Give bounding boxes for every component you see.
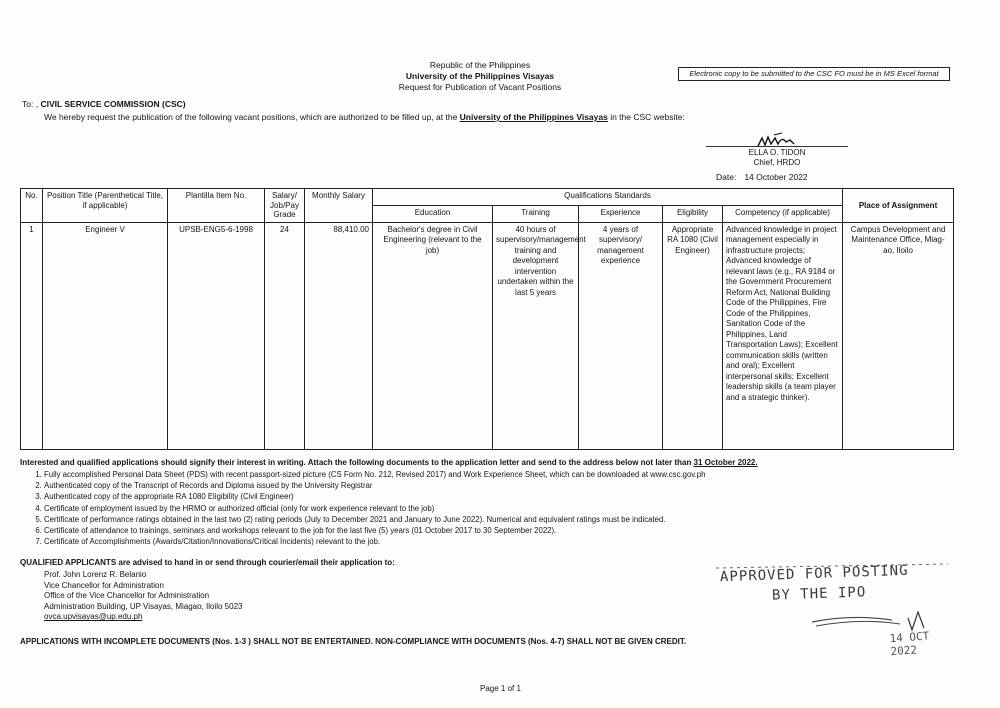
interested-statement [20, 458, 960, 468]
stamp-date: 14 OCT 2022 [889, 629, 930, 659]
date-line [716, 172, 808, 182]
list-item: 5. Certificate of performance ratings obtained in the last two (2) rating periods (July to December 2021 and January to June 2022). Numerical and equivalent ratings must be indicated. [44, 514, 964, 525]
cell-salary-grade: 24 [265, 222, 305, 449]
cell-plantilla: UPSB-ENG5-6-1998 [168, 222, 265, 449]
address-name: Prof. John Lorenz R. Belanio [44, 570, 147, 579]
header-position: Position Title (Parenthetical Title, if applicable) [43, 189, 168, 223]
request-text-post: in the CSC website: [607, 112, 685, 122]
header-competency: Competency (if applicable) [723, 205, 843, 222]
stamp-line-1: APPROVED FOR POSTING [719, 562, 909, 586]
document-header [330, 60, 630, 93]
address-email-link[interactable]: ovca.upvisayas@up.edu.ph [44, 612, 143, 622]
page-number: Page 1 of 1 [480, 684, 521, 693]
header-salary-grade: Salary/ Job/Pay Grade [265, 189, 305, 223]
table-header-row [21, 189, 954, 206]
to-label: To: [22, 99, 34, 109]
header-plantilla: Plantilla Item No. [168, 189, 265, 223]
date-label: Date: [716, 172, 737, 182]
header-place: Place of Assignment [843, 189, 954, 223]
address-building: Administration Building, UP Visayas, Miagao, Iloilo 5023 [44, 601, 243, 611]
vacant-positions-table [20, 188, 954, 450]
header-training: Training [493, 205, 579, 222]
request-university: University of the Philippines Visayas [459, 112, 608, 122]
header-experience: Experience [579, 205, 663, 222]
electronic-copy-note: Electronic copy to be submitted to the CSC FO must be in MS Excel format [678, 67, 950, 81]
header-qualifications: Qualifications Standards [373, 189, 843, 206]
university-name: University of the Philippines Visayas [405, 71, 555, 81]
header-monthly-salary: Monthly Salary [305, 189, 373, 223]
incomplete-documents-warning: APPLICATIONS WITH INCOMPLETE DOCUMENTS (Nos. 1-3 ) SHALL NOT BE ENTERTAINED. NON-COMPLIANCE WITH DOCUMENTS (Nos. 4-7) SHALL NOT BE GIVEN CREDIT. [20, 637, 687, 646]
date-value: 14 October 2022 [744, 172, 808, 182]
recipient-line: To: , CIVIL SERVICE COMMISSION (CSC) [22, 99, 186, 109]
signature-line [706, 146, 848, 147]
list-item: 4. Certificate of employment issued by the HRMO or authorized official (only for work experience relevant to the job) [44, 503, 964, 514]
list-item: 1. Fully accomplished Personal Data Sheet (PDS) with recent passport-sized picture (CS Form No. 212, Revised 2017) and Work Experience Sheet, which can be downloaded at www.csc.gov.ph [44, 469, 964, 480]
recipient-name: CIVIL SERVICE COMMISSION (CSC) [40, 99, 186, 109]
signatory-block [706, 148, 848, 168]
list-item: 2. Authenticated copy of the Transcript of Records and Diploma issued by the University Registrar [44, 480, 964, 491]
address-office: Office of the Vice Chancellor for Administration [44, 591, 210, 601]
deadline-date: 31 October 2022. [693, 458, 758, 467]
list-item: 3. Authenticated copy of the appropriate RA 1080 Eligibility (Civil Engineer) [44, 491, 964, 502]
signatory-title: Chief, HRDO [753, 158, 801, 167]
document-subtitle: Request for Publication of Vacant Positions [398, 82, 562, 92]
header-no: No. [21, 189, 43, 223]
country-line: Republic of the Philippines [429, 60, 531, 70]
header-education: Education [373, 205, 493, 222]
list-item: 6. Certificate of attendance to trainings, seminars and workshops relevant to the job for the last five (5) years (01 October 2017 to 30 September 2022). [44, 525, 964, 536]
cell-competency: Advanced knowledge in project management especially in infrastructure projects; Advanced knowledge of relevant laws (e.g., RA 9184 or the Government Procurement Reform Act, National Building Code of the Philippines, Fire Code of the Philippines, Sanitation Code of the Philippines, Land Transportation Laws); Excellent communication skills (written and oral); Excellent interpersonal skills; Excellent leadership skills (a team player and a strategic thinker). [723, 222, 843, 449]
cell-eligibility: Appropriate RA 1080 (Civil Engineer) [663, 222, 723, 449]
header-eligibility: Eligibility [663, 205, 723, 222]
request-text-pre: We hereby request the publication of the following vacant positions, which are authorized to be filled up, at the [44, 112, 460, 122]
mailing-address [44, 570, 242, 623]
table-row [21, 222, 954, 449]
stamp-line-2: BY THE IPO [771, 584, 867, 604]
cell-experience: 4 years of supervisory/ management experience [579, 222, 663, 449]
interested-text: Interested and qualified applications should signify their interest in writing. Attach the following documents to the application letter and send to the address below not later than [20, 458, 694, 467]
list-item: 7. Certificate of Accomplishments (Awards/Citation/Innovations/Critical Incidents) relevant to the job. [44, 536, 964, 547]
qualified-applicants-note: QUALIFIED APPLICANTS are advised to hand in or send through courier/email their application to: [20, 558, 395, 567]
cell-education: Bachelor's degree in Civil Engineering (relevant to the job) [373, 222, 493, 449]
address-position: Vice Chancellor for Administration [44, 580, 164, 590]
cell-no: 1 [21, 222, 43, 449]
signatory-name: ELLA O. TIDON [748, 148, 806, 157]
cell-training: 40 hours of supervisory/management training and development intervention undertaken within the last 5 years [493, 222, 579, 449]
approval-stamp [712, 560, 954, 659]
requirements-list [28, 469, 964, 547]
cell-monthly-salary: 88,410.00 [305, 222, 373, 449]
cell-position: Engineer V [43, 222, 168, 449]
cell-place: Campus Development and Maintenance Office, Miag-ao, Iloilo [843, 222, 954, 449]
request-statement [44, 112, 685, 122]
